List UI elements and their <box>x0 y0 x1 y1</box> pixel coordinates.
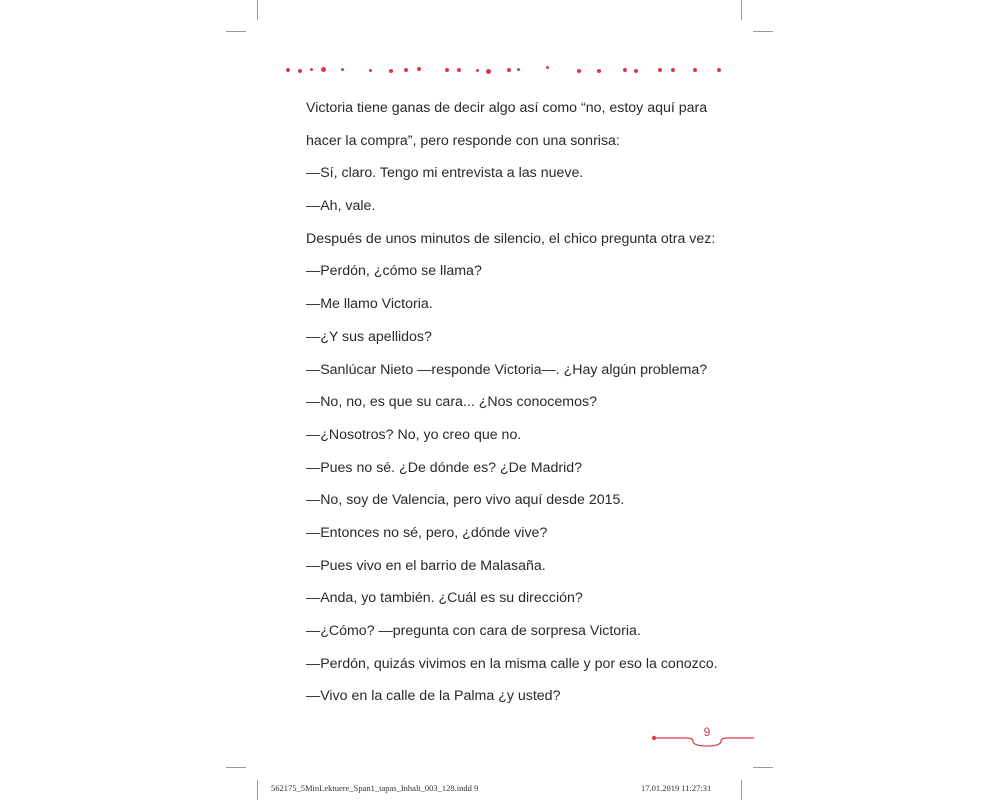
decorative-dot <box>507 68 511 72</box>
text-line: —Ah, vale. <box>306 198 376 215</box>
crop-mark-bottom-right <box>741 780 742 800</box>
crop-mark-left-top <box>226 31 246 32</box>
text-line: —¿Y sus apellidos? <box>306 328 432 345</box>
decorative-dot <box>457 68 461 72</box>
text-line: —No, soy de Valencia, pero vivo aquí desde 2015. <box>306 492 625 509</box>
decorative-dot <box>389 69 393 73</box>
decorative-dot <box>717 68 721 72</box>
decorative-dot <box>298 69 302 73</box>
crop-mark-top-left <box>257 0 258 20</box>
page-number: 9 <box>703 725 711 739</box>
text-line: —Pues no sé. ¿De dónde es? ¿De Madrid? <box>306 459 583 476</box>
text-line: —No, no, es que su cara... ¿Nos conocemos? <box>306 394 597 411</box>
text-line: —Perdón, quizás vivimos en la misma calle y por eso la conozco. <box>306 655 718 672</box>
crop-mark-right-bottom <box>753 767 773 768</box>
decorative-dot <box>369 69 372 72</box>
text-line: —Sí, claro. Tengo mi entrevista a las nueve. <box>306 165 584 182</box>
text-line: —¿Nosotros? No, yo creo que no. <box>306 426 522 443</box>
decorative-dot <box>597 69 601 73</box>
decorative-dot <box>517 68 520 71</box>
decorative-dot <box>658 68 662 72</box>
ornament-line <box>654 738 754 746</box>
text-line: Victoria tiene ganas de decir algo así como “no, estoy aquí para <box>306 100 708 116</box>
decorative-dot <box>404 68 408 72</box>
text-line: —Me llamo Victoria. <box>306 296 433 313</box>
text-line: —Sanlúcar Nieto —responde Victoria—. ¿Hay algún problema? <box>306 361 708 378</box>
crop-mark-left-bottom <box>226 767 246 768</box>
decorative-dot <box>486 69 491 74</box>
text-line: —¿Cómo? —pregunta con cara de sorpresa Victoria. <box>306 623 641 639</box>
decorative-dot <box>445 68 449 72</box>
text-line: Después de unos minutos de silencio, el chico pregunta otra vez: <box>306 230 716 247</box>
text-line: —Anda, yo también. ¿Cuál es su dirección? <box>306 590 583 607</box>
text-line: —Pues vivo en el barrio de Malasaña. <box>306 557 546 574</box>
decorative-dot <box>693 68 697 72</box>
crop-mark-top-right <box>741 0 742 20</box>
decorative-dot <box>341 68 344 71</box>
text-line: —Vivo en la calle de la Palma ¿y usted? <box>306 688 561 705</box>
decorative-dot <box>321 67 326 72</box>
crop-mark-right-top <box>753 31 773 32</box>
text-line: —Perdón, ¿cómo se llama? <box>306 263 482 280</box>
print-slug-datetime: 17.01.2019 11:27:31 <box>641 783 712 793</box>
decorative-dot <box>577 69 581 73</box>
decorative-dot <box>417 67 421 71</box>
decorative-dot-row <box>280 62 730 78</box>
decorative-dot <box>623 68 627 72</box>
decorative-dot <box>546 66 549 69</box>
decorative-dot <box>476 69 479 72</box>
text-line: —Entonces no sé, pero, ¿dónde vive? <box>306 524 548 541</box>
print-slug-file: 562175_5MinLektuere_Span1_tapas_Inhalt_003_128.indd 9 <box>271 783 479 793</box>
decorative-dot <box>310 68 313 71</box>
decorative-dot <box>634 69 638 73</box>
decorative-dot <box>286 68 290 72</box>
text-line: hacer la compra”, pero responde con una sonrisa: <box>306 132 620 149</box>
body-text <box>306 96 746 717</box>
decorative-dot <box>671 68 675 72</box>
crop-mark-bottom-left <box>257 780 258 800</box>
